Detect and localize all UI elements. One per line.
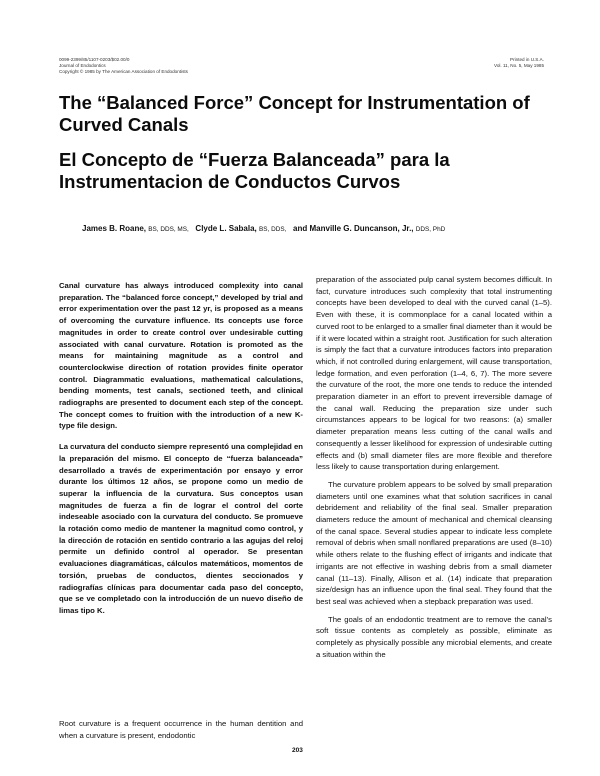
author-name: Clyde L. Sabala,	[195, 224, 257, 233]
header-left-line: Journal of Endodontics	[59, 63, 106, 69]
abstract-spanish: La curvatura del conducto siempre representó una complejidad en la preparación del mismo. El concepto de “fuerza balanceada” desarrollado a través de experimentación por ensayo y error durante los últimos 12 años, se propone como un medio de superar la influencia de la curvatura. Sus conceptos usan magnitudes de fuerza a fin de lograr el control del corte indeseable asociado con la curvatura del conducto. Se promueve la rotación como medio de mantener la magnitud como control, y la dirección de rotación en sentido contrario a las agujas del reloj permite un definido control al operador. Se presentan evaluaciones diagramáticas, cálculos matemáticos, momentos de torsión, pruebas de conductos, dientes seccionados y radiografías clínicas para documentar cada paso del concepto, que se ve completado con la introducción de un nuevo diseño de limas tipo K.	[59, 442, 303, 615]
author-line	[82, 224, 562, 233]
left-column	[59, 280, 303, 623]
author-name: and Manville G. Duncanson, Jr.,	[293, 224, 414, 233]
author-credentials: BS, DDS, MS,	[148, 226, 189, 233]
author-credentials: DDS, PhD	[415, 226, 446, 233]
journal-header-left	[59, 57, 299, 76]
abstract-english: Canal curvature has always introduced complexity into canal preparation. The “balanced force concept,” developed by trial and error experimentation over the past 12 yr, is proposed as a means of overcoming the curvature influence. Its concepts use force magnitudes in order to create control over undesirable cutting associated with canal curvature. Rotation is promoted as the means for maintaining magnitude as a control and counterclockwise direction of rotation provides finite operator control. Diagrammatic evaluations, mathematical calculations, bending moments, test canals, sectioned teeth, and clinical radiographs are presented to document each step of the concept. The concept comes to fruition with the introduction of a new K-type file design.	[59, 281, 303, 431]
page-number: 203	[292, 747, 303, 754]
body-paragraph: The curvature problem appears to be solved by small preparation diameters until one examines what that solution sacrifices in canal debridement and reliability of the final seal. Smaller preparation diameters reduce the amount of mechanical and chemical cleansing of the canal space. Several studies appear to indicate less complete removal of debris when small nonflared preparations are used (8–10) while others relate to the flushing effect of irrigants and indicate that irrigants are not effective in washing debris from a small diameter canal (11–13). Finally, Allison et al. (14) indicate that preparation size/design has an influence upon the final seal. They found that the best seal was achieved when a stepback preparation was used.	[316, 479, 552, 606]
body-paragraph: preparation of the associated pulp canal system becomes difficult. In fact, curvature introduces such complexity that total instrumenting concepts have been developed to deal with the curved canal (1–5). Even with these, it is commonplace for a canal located within a curved root to be enlarged to a smaller final diameter than it would be if it were located within a straight root. Justification for such alteration is simply the fact that a curvature introduces factors into preparation which, if not controlled during enlargement, will cause transportation, ledge formation, and even perforation (1–4, 6, 7). The more severe the curvature of the root, the more one tends to reduce the intended preparation diameter in an effort to prevent irreversible damage of the canal wall. Reducing the preparation size under such circumstances appears to be logical for two reasons: (a) smaller diameter preparation means less cutting of the canal walls and consequently a lesser likelihood for expression of undesirable cutting effects and (b) small diameter files are more flexible and therefore less likely to cause transportation during enlargement.	[316, 275, 552, 472]
header-left-line: 0099-2399/85/1107-0203/$02.00/0	[59, 57, 130, 62]
journal-header-right	[384, 57, 544, 69]
header-right-line: Printed in U.S.A.	[510, 57, 544, 62]
header-left-line: Copyright © 1985 by The American Association of Endodontists	[59, 69, 188, 75]
body-paragraph: The goals of an endodontic treatment are to remove the canal’s soft tissue contents as completely as possible, eliminate as completely as physically possible any microbial elements, and create a situation within the	[316, 614, 552, 659]
right-column	[316, 274, 552, 667]
author-credentials: BS, DDS,	[259, 226, 287, 233]
article-title-spanish: El Concepto de “Fuerza Balanceada” para la Instrumentacion de Conductos Curvos	[59, 149, 450, 192]
author-name: James B. Roane,	[82, 224, 147, 233]
article-title-english: The “Balanced Force” Concept for Instrumentation of Curved Canals	[59, 92, 530, 135]
header-right-line: Vol. 11, No. 5, May 1985	[494, 63, 544, 69]
body-intro-paragraph: Root curvature is a frequent occurrence in the human dentition and when a curvature is present, endodontic	[59, 719, 303, 740]
